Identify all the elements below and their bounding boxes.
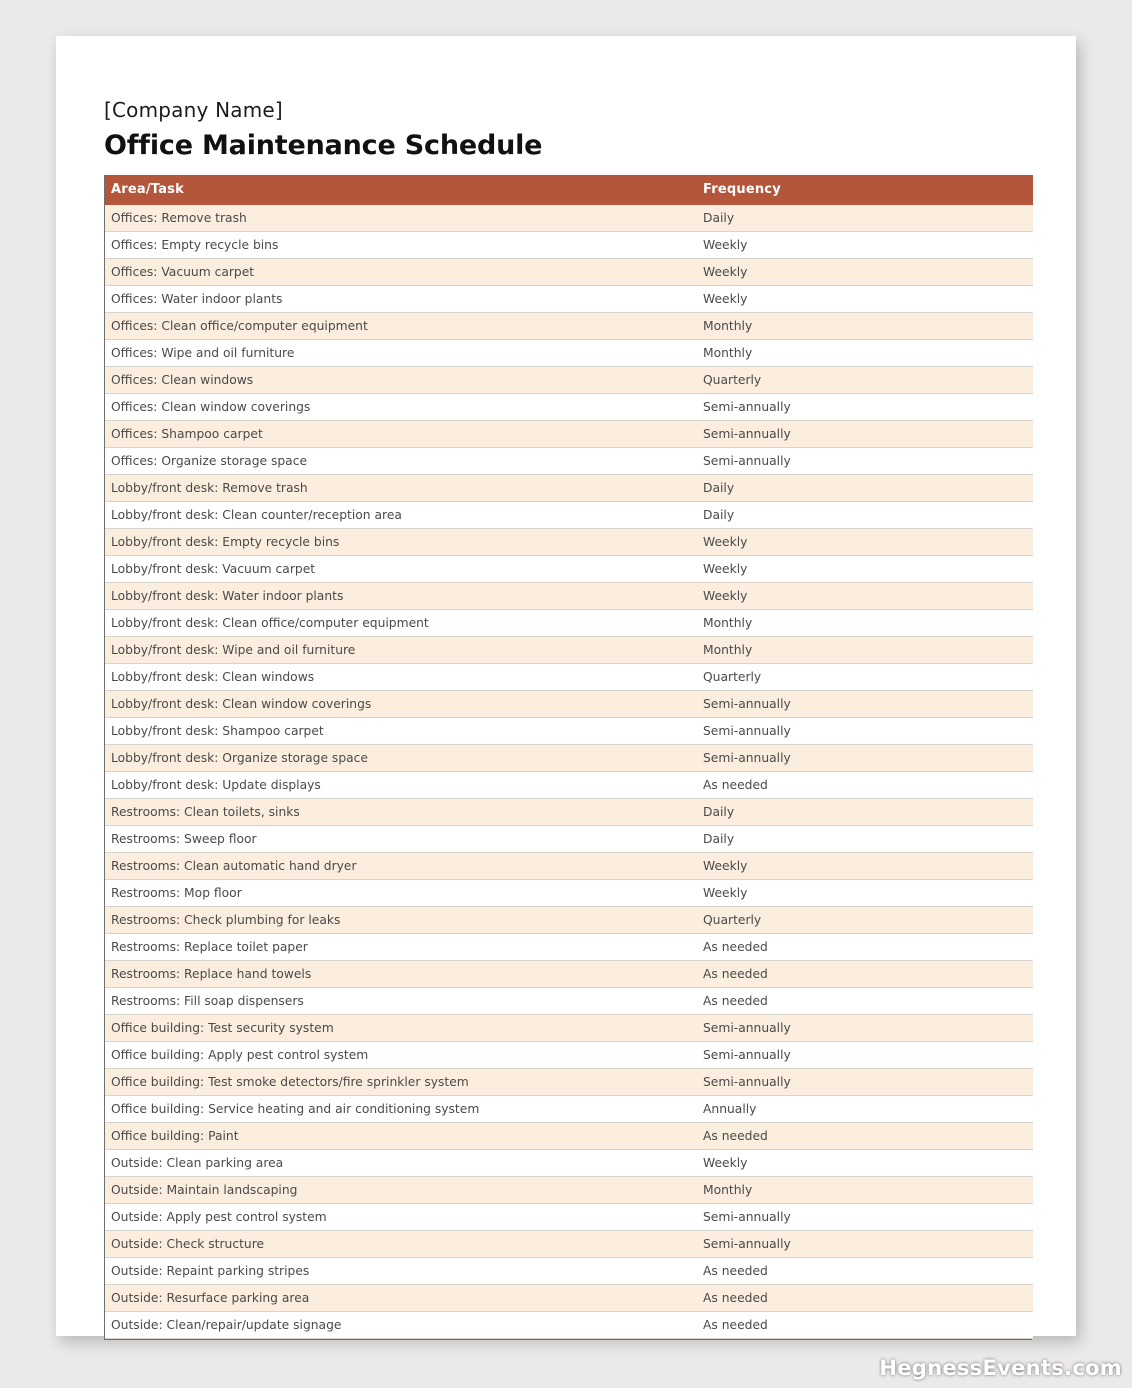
cell-frequency: Quarterly (697, 907, 1033, 934)
cell-area-task: Lobby/front desk: Clean counter/reception area (105, 502, 697, 529)
cell-frequency: Semi-annually (697, 745, 1033, 772)
table-row (105, 1042, 1033, 1069)
cell-area-task: Restrooms: Replace toilet paper (105, 934, 697, 961)
cell-area-task: Outside: Apply pest control system (105, 1204, 697, 1231)
schedule-table-wrapper (104, 175, 1032, 1340)
cell-area-task: Offices: Vacuum carpet (105, 259, 697, 286)
cell-area-task: Restrooms: Clean toilets, sinks (105, 799, 697, 826)
cell-frequency: Semi-annually (697, 691, 1033, 718)
table-row (105, 934, 1033, 961)
cell-area-task: Office building: Test smoke detectors/fire sprinkler system (105, 1069, 697, 1096)
cell-area-task: Offices: Empty recycle bins (105, 232, 697, 259)
cell-frequency: Daily (697, 475, 1033, 502)
cell-area-task: Restrooms: Replace hand towels (105, 961, 697, 988)
table-row (105, 1069, 1033, 1096)
page-title: Office Maintenance Schedule (104, 130, 543, 161)
cell-area-task: Lobby/front desk: Organize storage space (105, 745, 697, 772)
table-row (105, 826, 1033, 853)
table-row (105, 583, 1033, 610)
table-row (105, 394, 1033, 421)
table-row (105, 1015, 1033, 1042)
table-row (105, 1285, 1033, 1312)
cell-area-task: Lobby/front desk: Clean office/computer equipment (105, 610, 697, 637)
table-row (105, 1258, 1033, 1285)
cell-area-task: Lobby/front desk: Vacuum carpet (105, 556, 697, 583)
table-row (105, 745, 1033, 772)
cell-frequency: Monthly (697, 340, 1033, 367)
table-row (105, 475, 1033, 502)
cell-frequency: As needed (697, 1285, 1033, 1312)
cell-frequency: Weekly (697, 556, 1033, 583)
table-row (105, 610, 1033, 637)
cell-area-task: Lobby/front desk: Clean window coverings (105, 691, 697, 718)
cell-area-task: Lobby/front desk: Shampoo carpet (105, 718, 697, 745)
cell-area-task: Outside: Clean parking area (105, 1150, 697, 1177)
cell-frequency: Semi-annually (697, 448, 1033, 475)
table-row (105, 907, 1033, 934)
cell-area-task: Outside: Resurface parking area (105, 1285, 697, 1312)
cell-frequency: Monthly (697, 313, 1033, 340)
table-row (105, 988, 1033, 1015)
table-row (105, 1096, 1033, 1123)
cell-frequency: Weekly (697, 880, 1033, 907)
maintenance-schedule-table (105, 175, 1033, 1339)
cell-area-task: Restrooms: Clean automatic hand dryer (105, 853, 697, 880)
table-row (105, 340, 1033, 367)
table-row (105, 1204, 1033, 1231)
cell-area-task: Lobby/front desk: Remove trash (105, 475, 697, 502)
cell-area-task: Office building: Service heating and air conditioning system (105, 1096, 697, 1123)
cell-frequency: Weekly (697, 286, 1033, 313)
cell-frequency: Daily (697, 799, 1033, 826)
document-body (104, 98, 1032, 1340)
cell-frequency: As needed (697, 934, 1033, 961)
cell-frequency: Daily (697, 205, 1033, 232)
table-row (105, 637, 1033, 664)
cell-frequency: Semi-annually (697, 1015, 1033, 1042)
cell-area-task: Lobby/front desk: Empty recycle bins (105, 529, 697, 556)
cell-frequency: Monthly (697, 637, 1033, 664)
cell-area-task: Offices: Remove trash (105, 205, 697, 232)
cell-area-task: Outside: Check structure (105, 1231, 697, 1258)
cell-area-task: Lobby/front desk: Water indoor plants (105, 583, 697, 610)
column-header-frequency: Frequency (697, 175, 1033, 205)
cell-area-task: Restrooms: Fill soap dispensers (105, 988, 697, 1015)
cell-frequency: Semi-annually (697, 394, 1033, 421)
table-row (105, 313, 1033, 340)
cell-frequency: As needed (697, 988, 1033, 1015)
cell-area-task: Offices: Clean window coverings (105, 394, 697, 421)
company-name: [Company Name] (104, 98, 283, 122)
table-row (105, 1231, 1033, 1258)
cell-frequency: Weekly (697, 232, 1033, 259)
table-row (105, 1177, 1033, 1204)
cell-frequency: As needed (697, 1312, 1033, 1339)
cell-frequency: As needed (697, 1123, 1033, 1150)
table-header-row (105, 175, 1033, 205)
cell-frequency: Weekly (697, 529, 1033, 556)
cell-area-task: Offices: Shampoo carpet (105, 421, 697, 448)
table-row (105, 664, 1033, 691)
cell-area-task: Office building: Apply pest control system (105, 1042, 697, 1069)
cell-area-task: Offices: Wipe and oil furniture (105, 340, 697, 367)
cell-frequency: Monthly (697, 1177, 1033, 1204)
cell-frequency: Semi-annually (697, 1231, 1033, 1258)
cell-area-task: Outside: Maintain landscaping (105, 1177, 697, 1204)
cell-area-task: Outside: Repaint parking stripes (105, 1258, 697, 1285)
cell-area-task: Restrooms: Check plumbing for leaks (105, 907, 697, 934)
cell-area-task: Lobby/front desk: Update displays (105, 772, 697, 799)
table-row (105, 718, 1033, 745)
cell-frequency: Monthly (697, 610, 1033, 637)
cell-area-task: Office building: Paint (105, 1123, 697, 1150)
cell-frequency: Weekly (697, 1150, 1033, 1177)
cell-area-task: Lobby/front desk: Clean windows (105, 664, 697, 691)
table-row (105, 853, 1033, 880)
cell-area-task: Offices: Water indoor plants (105, 286, 697, 313)
cell-frequency: Weekly (697, 583, 1033, 610)
table-row (105, 205, 1033, 232)
cell-frequency: Semi-annually (697, 421, 1033, 448)
cell-frequency: Quarterly (697, 664, 1033, 691)
cell-frequency: Weekly (697, 259, 1033, 286)
cell-area-task: Lobby/front desk: Wipe and oil furniture (105, 637, 697, 664)
table-row (105, 556, 1033, 583)
cell-frequency: As needed (697, 961, 1033, 988)
table-row (105, 880, 1033, 907)
cell-frequency: Semi-annually (697, 718, 1033, 745)
document-page (56, 36, 1076, 1336)
table-row (105, 421, 1033, 448)
cell-area-task: Office building: Test security system (105, 1015, 697, 1042)
cell-frequency: Daily (697, 826, 1033, 853)
cell-frequency: As needed (697, 1258, 1033, 1285)
cell-area-task: Restrooms: Mop floor (105, 880, 697, 907)
table-row (105, 691, 1033, 718)
table-row (105, 448, 1033, 475)
cell-frequency: Semi-annually (697, 1069, 1033, 1096)
cell-frequency: Quarterly (697, 367, 1033, 394)
cell-frequency: Daily (697, 502, 1033, 529)
table-row (105, 502, 1033, 529)
cell-frequency: As needed (697, 772, 1033, 799)
cell-area-task: Restrooms: Sweep floor (105, 826, 697, 853)
cell-area-task: Offices: Clean windows (105, 367, 697, 394)
table-row (105, 1312, 1033, 1339)
column-header-area-task: Area/Task (105, 175, 697, 205)
cell-area-task: Outside: Clean/repair/update signage (105, 1312, 697, 1339)
table-row (105, 367, 1033, 394)
cell-area-task: Offices: Clean office/computer equipment (105, 313, 697, 340)
table-row (105, 286, 1033, 313)
table-row (105, 799, 1033, 826)
table-row (105, 232, 1033, 259)
cell-frequency: Semi-annually (697, 1042, 1033, 1069)
table-row (105, 1150, 1033, 1177)
watermark: HegnessEvents.com (879, 1356, 1122, 1380)
table-row (105, 961, 1033, 988)
cell-frequency: Annually (697, 1096, 1033, 1123)
table-row (105, 259, 1033, 286)
cell-area-task: Offices: Organize storage space (105, 448, 697, 475)
table-row (105, 1123, 1033, 1150)
cell-frequency: Weekly (697, 853, 1033, 880)
table-row (105, 772, 1033, 799)
table-row (105, 529, 1033, 556)
cell-frequency: Semi-annually (697, 1204, 1033, 1231)
